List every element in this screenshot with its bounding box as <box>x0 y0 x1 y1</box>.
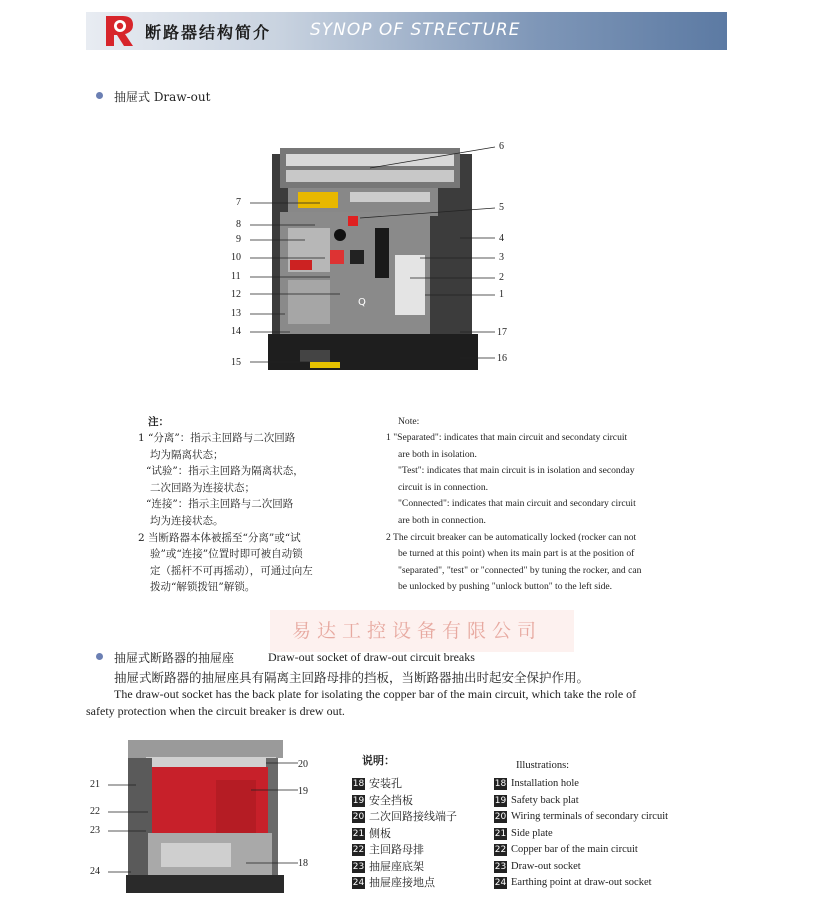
note-line: 均为隔离状态； <box>150 448 224 461</box>
callout-5: 5 <box>499 202 504 213</box>
note-line: 1 "Separated": indicates that main circuit and secondaty circuit <box>386 432 628 443</box>
legend-item <box>352 842 457 859</box>
callout-22: 22 <box>90 806 100 817</box>
notes-en-title: Note: <box>398 416 420 427</box>
legend-num: 21 <box>352 828 365 839</box>
note-line: 2 当断路器本体被摇至“分离”或“试 <box>138 531 301 544</box>
legend-label: Side plate <box>511 827 553 839</box>
legend-item <box>494 842 668 859</box>
legend-label: 安全挡板 <box>369 793 413 807</box>
section-draw-out-label: 抽屉式 Draw-out <box>114 90 211 104</box>
legend-num: 19 <box>494 795 507 806</box>
callout-19: 19 <box>298 786 308 797</box>
watermark-text: 易达工控设备有限公司 <box>292 620 543 642</box>
legend-item <box>494 859 668 876</box>
callout-24: 24 <box>90 866 100 877</box>
callout-23: 23 <box>90 825 100 836</box>
legend-label: Draw-out socket <box>511 860 581 872</box>
legend-label: Installation hole <box>511 778 579 789</box>
notes-cn-body <box>138 430 368 596</box>
callout-16: 16 <box>497 353 507 364</box>
section-socket-heading-cn: 抽屉式断路器的抽屉座 <box>114 651 235 665</box>
legend-num: 21 <box>494 828 507 839</box>
legend-num: 19 <box>352 795 365 806</box>
callout-15: 15 <box>231 357 241 368</box>
legend-num: 23 <box>352 861 365 872</box>
draw-out-socket-diagram <box>86 735 318 897</box>
callout-12: 12 <box>231 289 241 300</box>
draw-out-breaker-diagram <box>230 140 520 380</box>
note-line: “试验”：指示主回路为隔离状态， <box>146 465 304 478</box>
note-line: 验”或“连接”位置时即可被自动锁 <box>150 548 303 561</box>
notes-en-body <box>386 430 716 596</box>
legend-item <box>494 826 668 843</box>
callout-7: 7 <box>236 197 241 208</box>
callout-20: 20 <box>298 759 308 770</box>
legend-num: 20 <box>494 812 507 823</box>
socket-desc-en-2: safety protection when the circuit breaker is drew out. <box>86 704 345 718</box>
note-line: “连接”：指示主回路与二次回路 <box>146 498 294 511</box>
note-line: are both in connection. <box>398 514 486 526</box>
legend-en-list <box>494 776 668 892</box>
note-line: 1 “分离”：指示主回路与二次回路 <box>138 432 296 444</box>
note-line: "Connected": indicates that main circuit and secondary circuit <box>398 498 636 510</box>
legend-label: 主回路母排 <box>369 843 424 856</box>
socket-desc-cn: 抽屉式断路器的抽屉座具有隔离主回路母排的挡板，当断路器抽出时起安全保护作用。 <box>114 670 590 685</box>
legend-item <box>352 859 457 876</box>
callout-11: 11 <box>231 271 241 282</box>
bullet-icon <box>96 653 103 660</box>
legend-num: 22 <box>352 845 365 856</box>
legend-label: 安装孔 <box>369 777 402 790</box>
note-line: circuit is in connection. <box>398 481 489 493</box>
callout-10: 10 <box>231 252 241 263</box>
socket-desc-en-1: The draw-out socket has the back plate for isolating the copper bar of the main circuit, which take the role of <box>114 687 637 701</box>
note-line: be turned at this point) when its main part is at the position of <box>398 548 635 560</box>
panel-label-text: Q <box>358 297 366 308</box>
callout-13: 13 <box>231 308 241 319</box>
callout-9: 9 <box>236 234 241 245</box>
legend-label: 二次回路接线端子 <box>369 810 457 823</box>
company-watermark <box>270 610 574 652</box>
callout-8: 8 <box>236 219 241 230</box>
legend-item <box>494 809 668 826</box>
note-line: be unlocked by pushing "unlock button" to the left side. <box>398 581 613 593</box>
legend-item <box>352 809 457 826</box>
legend-num: 18 <box>352 779 365 790</box>
note-line: "Test": indicates that main circuit is in isolation and seconday <box>398 465 635 477</box>
legend-label: 侧板 <box>369 826 391 840</box>
note-line: 均为连接状态。 <box>150 514 224 527</box>
legend-item <box>494 793 668 810</box>
callout-17: 17 <box>497 327 507 338</box>
callout-3: 3 <box>499 252 504 263</box>
notes-cn-title: 注： <box>148 416 169 428</box>
note-line: are both in isolation. <box>398 448 477 460</box>
page-title-cn: 断路器结构简介 <box>145 23 272 42</box>
legend-num: 24 <box>494 878 507 889</box>
legend-num: 18 <box>494 779 507 790</box>
note-line: 拨动“解锁拨钮”解锁。 <box>150 581 256 594</box>
legend-num: 22 <box>494 845 507 856</box>
callout-2: 2 <box>499 272 504 283</box>
note-line: "separated", "test" or "connected" by tuning the rocker, and can <box>398 564 642 576</box>
bullet-icon <box>96 92 103 99</box>
page-title-en: SYNOP OF STRECTURE <box>310 20 521 40</box>
legend-num: 24 <box>352 878 365 889</box>
callout-4: 4 <box>499 233 504 244</box>
company-logo-icon <box>103 14 135 48</box>
legend-item <box>352 826 457 843</box>
legend-item <box>352 776 457 793</box>
legend-label: 抽屉座底架 <box>369 859 424 873</box>
legend-item <box>352 793 457 810</box>
callout-18: 18 <box>298 858 308 869</box>
legend-item <box>494 875 668 892</box>
legend-label: Wiring terminals of secondary circuit <box>511 811 669 822</box>
callout-6: 6 <box>499 141 504 152</box>
note-line: 2 The circuit breaker can be automatically locked (rocker can not <box>386 531 637 543</box>
callout-1: 1 <box>499 289 504 300</box>
legend-title-cn: 说明： <box>362 754 395 767</box>
legend-cn-list <box>352 776 457 892</box>
callout-14: 14 <box>231 326 241 337</box>
legend-label: Copper bar of the main circuit <box>511 844 638 855</box>
note-line: 定（摇杆不可再摇动），可通过向左 <box>150 564 313 577</box>
legend-label: Safety back plat <box>511 794 579 806</box>
note-line: 二次回路为连接状态； <box>150 481 255 494</box>
legend-num: 20 <box>352 812 365 823</box>
legend-title-en: Illustrations: <box>516 760 570 771</box>
legend-item <box>494 776 668 793</box>
legend-label: 抽屉座接地点 <box>369 876 435 889</box>
legend-label: Earthing point at draw-out socket <box>511 877 652 888</box>
legend-num: 23 <box>494 861 507 872</box>
legend-item <box>352 875 457 892</box>
callout-21: 21 <box>90 779 100 790</box>
section-socket-heading-en: Draw-out socket of draw-out circuit breaks <box>268 650 475 664</box>
